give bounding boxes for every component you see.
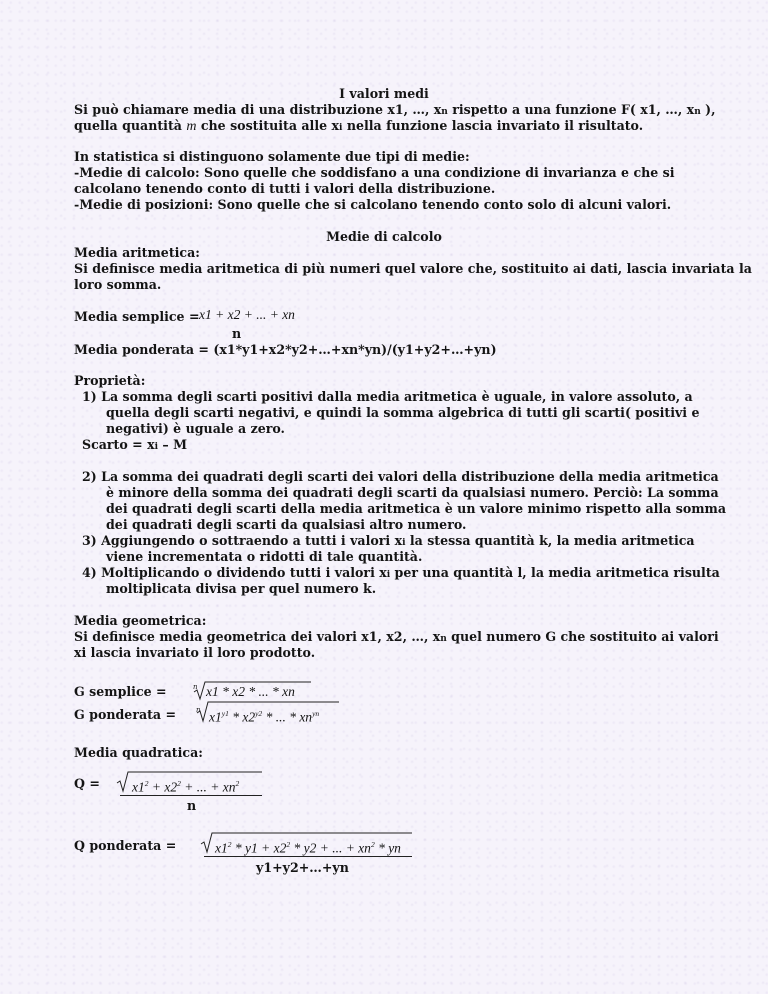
exponent: 2 xyxy=(177,779,181,788)
types-line: -Medie di posizioni: Sono quelle che si calcolano tenendo conto solo di alcuni valori. xyxy=(74,197,672,212)
proprieta-3-line: viene incrementata o ridotti di tale quantità. xyxy=(106,549,423,564)
g-ponderata-expression xyxy=(209,706,319,726)
g-ponderata-label: G ponderata = xyxy=(74,707,177,722)
term: * y1 + x2 xyxy=(231,840,287,856)
subscript: n xyxy=(440,634,447,644)
media-semplice-label: Media semplice = xyxy=(74,309,200,324)
term: x1 xyxy=(132,779,145,795)
intro-text: ), xyxy=(700,102,716,117)
proprieta-2-line: dei quadrati degli scarti da qualsiasi altro numero. xyxy=(106,517,467,532)
proprieta-2-line: è minore della somma dei quadrati degli scarti da qualsiasi numero. Perciò: La somma xyxy=(106,485,719,500)
intro-text: rispetto a una funzione F( x1, …, x xyxy=(447,102,695,117)
term: + x2 xyxy=(148,779,178,795)
aritmetica-definition: loro somma. xyxy=(74,277,162,292)
exponent: 2 xyxy=(370,840,375,849)
intro-text: nella funzione lascia invariato il risultato. xyxy=(342,118,644,133)
subscript: i xyxy=(339,123,343,133)
media-ponderata: Media ponderata = (x1*y1+x2*y2+…+xn*yn)/(y1+y2+…+yn) xyxy=(74,342,497,357)
root-index: n xyxy=(196,706,201,714)
q-ponderata-denominator: y1+y2+…+yn xyxy=(256,860,349,875)
media-semplice-numerator: x1 + x2 + ... + xn xyxy=(199,307,295,322)
media-semplice-denominator: n xyxy=(232,326,242,341)
intro-line-2 xyxy=(74,118,643,136)
quadratica-heading: Media quadratica: xyxy=(74,745,203,760)
exponent: 2 xyxy=(286,840,291,849)
g-semplice-label: G semplice = xyxy=(74,684,167,699)
subscript: i xyxy=(154,442,159,452)
proprieta-text: la stessa quantità k, la media aritmetica xyxy=(405,533,695,548)
term: * yn xyxy=(374,840,401,856)
proprieta-1-line: quella degli scarti negativi, e quindi la somma algebrica di tutti gli scarti( positivi e xyxy=(106,405,700,420)
term: x1 xyxy=(209,709,222,725)
exponent: y1 xyxy=(221,709,229,718)
q-ponderata-label: Q ponderata = xyxy=(74,838,177,853)
term: x1 xyxy=(215,840,228,856)
geometrica-text: Si definisce media geometrica dei valori x1, x2, …, x xyxy=(74,629,441,644)
section-heading: Medie di calcolo xyxy=(326,229,442,244)
scarto-text: Scarto = x xyxy=(82,437,155,452)
q-denominator: n xyxy=(187,798,197,813)
term: * y2 + ... + xn xyxy=(290,840,371,856)
proprieta-text: 4) Moltiplicando o dividendo tutti i valori x xyxy=(82,565,387,580)
symbol-m: m xyxy=(186,119,197,134)
subscript: i xyxy=(386,570,391,580)
g-semplice-expression: x1 * x2 * ... * xn xyxy=(206,684,295,699)
exponent: 2 xyxy=(235,779,240,788)
proprieta-1-line: negativi) è uguale a zero. xyxy=(106,421,285,436)
intro-text: quella quantità xyxy=(74,118,187,133)
fraction-bar xyxy=(120,795,262,796)
root-index: n xyxy=(193,683,198,691)
exponent: yn xyxy=(312,709,320,718)
geometrica-definition: xi lascia invariato il loro prodotto. xyxy=(74,645,316,660)
proprieta-text: per una quantità l, la media aritmetica risulta xyxy=(390,565,720,580)
types-line: In statistica si distinguono solamente due tipi di medie: xyxy=(74,149,470,164)
term: * x2 xyxy=(228,709,256,725)
proprieta-2-line: dei quadrati degli scarti della media aritmetica è un valore minimo rispetto alla somma xyxy=(106,501,727,516)
proprieta-1-line: 1) La somma degli scarti positivi dalla media aritmetica è uguale, in valore assoluto, a xyxy=(82,389,693,404)
document-title: I valori medi xyxy=(339,86,429,101)
intro-text: Si può chiamare media di una distribuzione x1, …, x xyxy=(74,102,442,117)
intro-text: che sostituita alle x xyxy=(196,118,340,133)
q-ponderata-expression xyxy=(215,837,401,857)
exponent: 2 xyxy=(144,779,149,788)
scarto-text: – M xyxy=(158,437,188,452)
subscript: n xyxy=(441,107,448,117)
geometrica-text: quel numero G che sostituito ai valori xyxy=(446,629,719,644)
proprieta-2-line: 2) La somma dei quadrati degli scarti dei valori della distribuzione della media aritmetica xyxy=(82,469,719,484)
proprieta-4-line: moltiplicata divisa per quel numero k. xyxy=(106,581,377,596)
proprieta-text: 3) Aggiungendo o sottraendo a tutti i valori x xyxy=(82,533,403,548)
aritmetica-definition: Si definisce media aritmetica di più numeri quel valore che, sostituito ai dati, lascia invariata la xyxy=(74,261,752,276)
proprieta-heading: Proprietà: xyxy=(74,373,146,388)
scarto-formula xyxy=(82,437,187,455)
types-line: -Medie di calcolo: Sono quelle che soddisfano a una condizione di invarianza e che si xyxy=(74,165,675,180)
subscript: n xyxy=(694,107,701,117)
subscript: i xyxy=(402,538,406,548)
q-expression xyxy=(132,776,239,796)
types-line: calcolano tenendo conto di tutti i valori della distribuzione. xyxy=(74,181,496,196)
term: * ... * xn xyxy=(262,709,313,725)
fraction-bar xyxy=(204,856,412,857)
term: + ... + xn xyxy=(180,779,236,795)
geometrica-heading: Media geometrica: xyxy=(74,613,207,628)
aritmetica-heading: Media aritmetica: xyxy=(74,245,200,260)
exponent: 2 xyxy=(227,840,232,849)
exponent: y2 xyxy=(255,709,263,718)
q-label: Q = xyxy=(74,776,100,791)
